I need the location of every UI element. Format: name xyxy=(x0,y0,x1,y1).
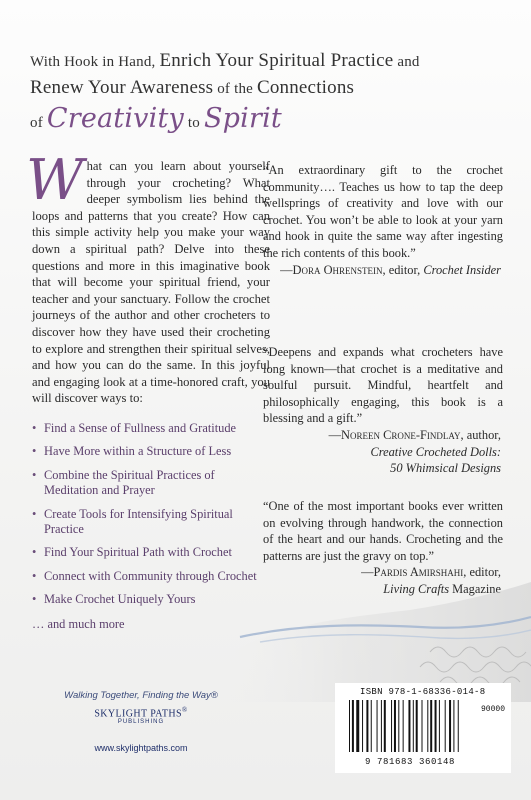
headline-1b: Enrich Your Spiritual Practice xyxy=(159,50,394,71)
publisher-name xyxy=(56,706,226,719)
benefit-item: • Make Crochet Uniquely Yours xyxy=(32,592,270,607)
barcode-bar xyxy=(422,700,423,752)
benefit-item: • Combine the Spiritual Practices of Meditation and Prayer xyxy=(32,468,270,499)
endorsement-work-line xyxy=(263,460,503,477)
headline-3-pre: of xyxy=(30,115,47,131)
attr-work: 50 Whimsical Designs xyxy=(390,461,501,476)
attr-role: , editor, xyxy=(463,565,501,580)
price-code: 90000 xyxy=(481,705,505,714)
barcode-bar xyxy=(356,700,359,752)
barcode-bar xyxy=(408,700,410,752)
headline-line-2 xyxy=(30,75,510,102)
attr-work: Living Crafts xyxy=(383,581,450,596)
description-paragraph xyxy=(26,148,270,407)
benefit-item: • Have More within a Structure of Less xyxy=(32,444,270,459)
barcode-bar xyxy=(403,700,404,752)
and-more-text: … and much more xyxy=(32,616,125,631)
headline-line-3 xyxy=(30,103,510,136)
barcode-bar xyxy=(439,700,440,752)
endorsement-attribution xyxy=(263,262,503,279)
attr-role: , author, xyxy=(460,427,501,442)
attr-work-tail: Magazine xyxy=(449,581,501,596)
attr-work: Creative Crocheted Dolls: xyxy=(370,444,501,459)
barcode-bar xyxy=(377,700,378,752)
barcode-bar xyxy=(435,700,437,752)
headline-creativity: Creativity xyxy=(46,103,184,134)
attr-name: Dora Ohrenstein xyxy=(292,262,383,277)
headline-spirit: Spirit xyxy=(203,103,282,134)
headline-2a: Renew Your Awareness xyxy=(30,77,214,98)
benefit-item: • Find a Sense of Fullness and Gratitude xyxy=(32,421,270,436)
headline-1a: With Hook in Hand, xyxy=(30,54,160,70)
headline-2c: Connections xyxy=(256,77,355,98)
barcode-bar xyxy=(445,700,446,752)
endorsement-work-line xyxy=(263,444,503,461)
barcode-bar xyxy=(394,700,396,752)
publisher-subtitle: PUBLISHING xyxy=(117,719,165,726)
endorsement-quote: “Deepens and expands what crocheters have long known—that crochet is a meditative and soulful pursuit. Mindful, heartfelt and philosophically engaging, this book is a blessing and a gift.” xyxy=(263,345,503,426)
description-column xyxy=(26,148,270,632)
barcode-bar xyxy=(458,700,459,752)
barcode-bars xyxy=(345,700,505,758)
barcode-bar xyxy=(449,700,451,752)
barcode-bar xyxy=(352,700,354,752)
ean-digits: 9 781683 360148 xyxy=(365,757,456,767)
endorsement-quote: “An extraordinary gift to the crochet community…. Teaches us how to tap the deep wellsprings of creativity and love with our crochet. You won’t be able to look at your yarn and hook in quite the same way after ingesting the rich contents of this book.” xyxy=(263,163,503,260)
drop-cap: W xyxy=(26,148,84,213)
barcode-bar xyxy=(430,700,432,752)
barcode-bar xyxy=(416,700,418,752)
publisher-logo xyxy=(56,690,226,753)
publisher-tagline: Walking Together, Finding the Way® xyxy=(64,690,218,701)
attr-name: Pardis Amirshahi xyxy=(373,565,464,580)
headline-3-mid: to xyxy=(183,115,204,131)
barcode-bar xyxy=(413,700,414,752)
endorsement-2 xyxy=(263,344,503,477)
benefit-item: • Create Tools for Intensifying Spiritual Practice xyxy=(32,507,270,538)
attr-work: Crochet Insider xyxy=(423,262,501,277)
endorsement-quote: “One of the most important books ever written on evolving through handwork, the connection of the heart and our hands. Crocheting and the patterns are just the gravy on top.” xyxy=(263,499,503,563)
barcode-bar xyxy=(366,700,368,752)
cover-headline xyxy=(30,48,510,136)
attr-name: Noreen Crone-Findlay xyxy=(341,427,461,442)
headline-line-1 xyxy=(30,48,510,75)
barcode-bar xyxy=(371,700,372,752)
isbn-barcode xyxy=(335,683,511,773)
attr-dash: — xyxy=(328,427,342,442)
benefit-list xyxy=(32,421,270,608)
endorsement-1 xyxy=(263,162,503,278)
barcode-bar xyxy=(391,700,392,752)
benefit-item: • Connect with Community through Crochet xyxy=(32,569,270,584)
attr-role: , editor, xyxy=(382,262,424,277)
barcode-bar xyxy=(453,700,454,752)
barcode-bar xyxy=(398,700,399,752)
barcode-bar xyxy=(427,700,428,752)
barcode-bar xyxy=(381,700,382,752)
barcode-bar xyxy=(362,700,363,752)
barcode-bar xyxy=(349,700,350,752)
publisher-name-text: SKYLIGHT PATHS xyxy=(94,708,182,720)
attr-dash: — xyxy=(361,565,374,580)
barcode-bar xyxy=(384,700,386,752)
endorsement-attribution xyxy=(263,427,503,444)
benefit-item: • Find Your Spiritual Path with Crochet xyxy=(32,545,270,560)
publisher-reg-mark: ® xyxy=(181,706,188,714)
headline-2b: of the xyxy=(213,81,257,97)
attr-dash: — xyxy=(280,262,293,277)
publisher-website: www.skylightpaths.com xyxy=(94,743,188,754)
headline-1c: and xyxy=(393,54,420,70)
endorsement-attribution xyxy=(263,564,503,581)
description-text: hat can you learn about yourself through your crocheting? What deeper symbolism lies behind the loops and patterns that you create? How can this simple activity help you make your way down a spiritual path? Delve into these questions and more in this imaginative book that will become your spiritual friend, your teacher and your sanctuary. Follow the crochet journeys of the author and other crocheters to discover how they have used their crocheting to explore and strengthen their spiritual selves, and how you can do the same. In this joyful and engaging look at a time-honored craft, you will discover ways to: xyxy=(32,159,270,406)
isbn-text: ISBN 978-1-68336-014-8 xyxy=(360,687,486,697)
